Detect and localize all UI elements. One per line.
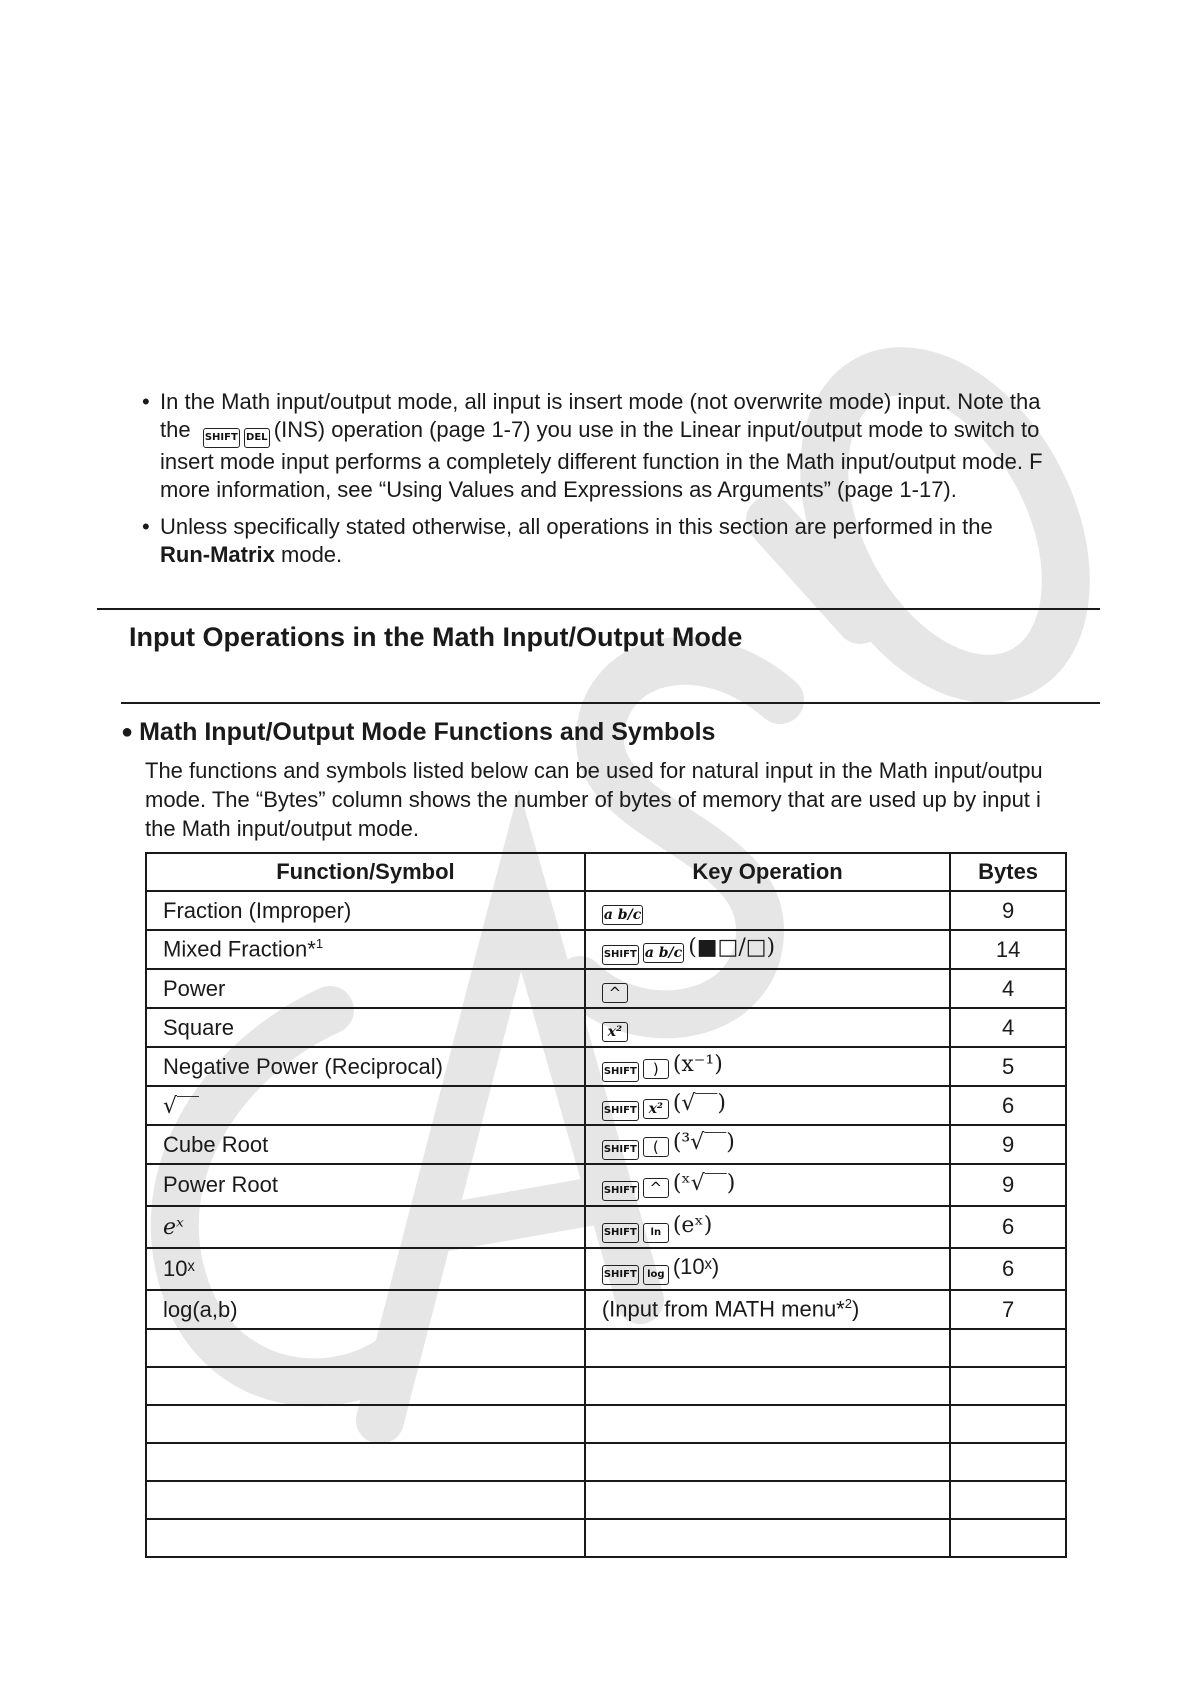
note-run-matrix <box>142 513 1087 569</box>
table-row-empty <box>146 1481 1066 1519</box>
table-row <box>146 1008 1066 1047</box>
key-operation-cell <box>585 1206 950 1248</box>
empty-cell <box>950 1519 1066 1557</box>
function-cell: Fraction (Improper) <box>146 891 585 930</box>
key-operation-cell <box>585 1086 950 1125</box>
intro-line: mode. The “Bytes” column shows the number of bytes of memory that are used up by input i <box>145 787 1041 812</box>
ln-key-icon: ln <box>643 1223 669 1243</box>
key-result-symbol: (10ˣ) <box>672 1253 720 1279</box>
table-header-row <box>146 853 1066 891</box>
table-row-empty <box>146 1405 1066 1443</box>
fraction-key-icon: a b/c <box>603 907 642 923</box>
empty-cell <box>585 1443 950 1481</box>
table-row <box>146 891 1066 930</box>
intro-paragraph <box>145 756 1075 843</box>
table-row <box>146 1047 1066 1086</box>
column-header-key-operation: Key Operation <box>585 853 950 891</box>
function-cell <box>146 930 585 969</box>
empty-cell <box>585 1481 950 1519</box>
section-title: Input Operations in the Math Input/Output Mode <box>129 622 743 652</box>
note-text: mode. <box>274 542 343 567</box>
footnote-marker: 2 <box>844 1296 852 1312</box>
key-result-symbol: (√‾‾) <box>672 1091 726 1116</box>
shift-key-icon: SHIFT <box>602 1223 639 1243</box>
bytes-cell: 9 <box>950 1164 1066 1206</box>
function-cell: Power <box>146 969 585 1008</box>
table-row <box>146 1248 1066 1290</box>
shift-key-icon: SHIFT <box>602 1140 639 1160</box>
key-result-symbol: (■□/□) <box>688 935 776 960</box>
shift-key-icon: SHIFT <box>602 1062 639 1082</box>
exponential-symbol: eˣ <box>163 1215 184 1240</box>
table-row-empty <box>146 1367 1066 1405</box>
empty-cell <box>950 1367 1066 1405</box>
caret-key-icon: ^ <box>602 983 628 1003</box>
key-result-symbol: (x⁻¹) <box>672 1052 723 1077</box>
run-matrix-mode: Run-Matrix <box>160 542 275 567</box>
table-row <box>146 1086 1066 1125</box>
key-operation-cell <box>585 1248 950 1290</box>
note-text: the <box>160 417 191 442</box>
empty-cell <box>950 1405 1066 1443</box>
key-operation-text: (Input from MATH menu* <box>601 1296 845 1322</box>
del-key-icon: DEL <box>244 428 270 448</box>
bytes-cell: 14 <box>950 930 1066 969</box>
note-line <box>160 541 1087 569</box>
column-header-function: Function/Symbol <box>146 853 585 891</box>
empty-cell <box>146 1443 585 1481</box>
table-row <box>146 1125 1066 1164</box>
bytes-cell: 7 <box>950 1290 1066 1329</box>
intro-line: the Math input/output mode. <box>145 816 419 841</box>
table-row-empty <box>146 1443 1066 1481</box>
shift-key-icon: SHIFT <box>602 1181 639 1201</box>
empty-cell <box>146 1405 585 1443</box>
empty-cell <box>585 1405 950 1443</box>
function-text: Mixed Fraction* <box>163 936 316 962</box>
function-cell: Cube Root <box>146 1125 585 1164</box>
empty-cell <box>585 1367 950 1405</box>
caret-key-icon: ^ <box>643 1178 669 1198</box>
table-row-empty <box>146 1329 1066 1367</box>
note-insert-mode <box>142 388 1087 504</box>
empty-cell <box>950 1481 1066 1519</box>
key-operation-cell <box>585 930 950 969</box>
shift-key-icon: SHIFT <box>602 945 639 965</box>
function-cell: log(a,b) <box>146 1290 585 1329</box>
key-operation-cell <box>585 1290 950 1329</box>
key-result-symbol: (eˣ) <box>672 1212 713 1238</box>
note-line: • Unless specifically stated otherwise, all operations in this section are performed in the <box>160 514 993 539</box>
footnote-marker: 1 <box>315 936 324 952</box>
key-operation-cell <box>585 1125 950 1164</box>
bytes-cell: 5 <box>950 1047 1066 1086</box>
empty-cell <box>146 1481 585 1519</box>
square-key-icon: x² <box>643 1099 669 1119</box>
bytes-cell: 9 <box>950 1125 1066 1164</box>
table-row <box>146 1290 1066 1329</box>
table-row <box>146 969 1066 1008</box>
subsection-title-text: Math Input/Output Mode Functions and Symbols <box>139 718 716 746</box>
bullet-icon: ● <box>121 721 134 743</box>
function-cell <box>146 1086 585 1125</box>
function-cell: Negative Power (Reciprocal) <box>146 1047 585 1086</box>
key-result-symbol: (ˣ√‾‾) <box>672 1170 736 1196</box>
fraction-key-icon: a b/c <box>644 945 683 961</box>
section-divider <box>97 608 1100 610</box>
open-paren-key-icon: ( <box>643 1137 669 1157</box>
close-paren-key-icon: ) <box>643 1059 669 1079</box>
key-operation-cell <box>585 891 950 930</box>
column-header-bytes: Bytes <box>950 853 1066 891</box>
notes <box>142 388 1087 578</box>
table-row <box>146 1206 1066 1248</box>
function-cell: 10ˣ <box>146 1248 585 1290</box>
key-operation-cell <box>585 1047 950 1086</box>
note-text: (INS) operation (page 1-7) you use in the Linear input/output mode to switch to <box>273 417 1040 442</box>
key-result-symbol: (³√‾‾) <box>672 1130 735 1155</box>
key-operation-cell <box>585 1164 950 1206</box>
empty-cell <box>950 1443 1066 1481</box>
empty-cell <box>585 1519 950 1557</box>
note-line: insert mode input performs a completely different function in the Math input/output mode. F <box>160 449 1043 474</box>
table-row <box>146 1164 1066 1206</box>
intro-line: The functions and symbols listed below can be used for natural input in the Math input/outpu <box>145 758 1043 783</box>
bytes-cell: 9 <box>950 891 1066 930</box>
empty-cell <box>146 1329 585 1367</box>
table-row <box>146 930 1066 969</box>
empty-cell <box>146 1519 585 1557</box>
shift-key-icon: SHIFT <box>602 1101 639 1121</box>
log-key-icon: log <box>643 1265 669 1285</box>
table-row-empty <box>146 1519 1066 1557</box>
bytes-cell: 6 <box>950 1206 1066 1248</box>
function-cell <box>146 1206 585 1248</box>
empty-cell <box>585 1329 950 1367</box>
subsection-divider <box>121 702 1100 704</box>
empty-cell <box>950 1329 1066 1367</box>
bytes-cell: 6 <box>950 1086 1066 1125</box>
bytes-cell: 4 <box>950 1008 1066 1047</box>
function-cell: Power Root <box>146 1164 585 1206</box>
bytes-cell: 6 <box>950 1248 1066 1290</box>
shift-key-icon: SHIFT <box>203 428 240 448</box>
bytes-cell: 4 <box>950 969 1066 1008</box>
empty-cell <box>146 1367 585 1405</box>
subsection-title <box>121 718 715 747</box>
function-cell: Square <box>146 1008 585 1047</box>
shift-key-icon: SHIFT <box>602 1265 639 1285</box>
square-key-icon: x² <box>602 1022 628 1042</box>
note-line: more information, see “Using Values and Expressions as Arguments” (page 1-17). <box>160 477 957 502</box>
key-operation-text: ) <box>851 1296 860 1322</box>
note-line: • In the Math input/output mode, all input is insert mode (not overwrite mode) input. Note tha <box>160 389 1041 414</box>
square-root-symbol: √‾‾ <box>163 1093 200 1119</box>
functions-table <box>145 852 1067 1558</box>
key-operation-cell <box>585 1008 950 1047</box>
key-operation-cell <box>585 969 950 1008</box>
note-line <box>160 416 1087 448</box>
